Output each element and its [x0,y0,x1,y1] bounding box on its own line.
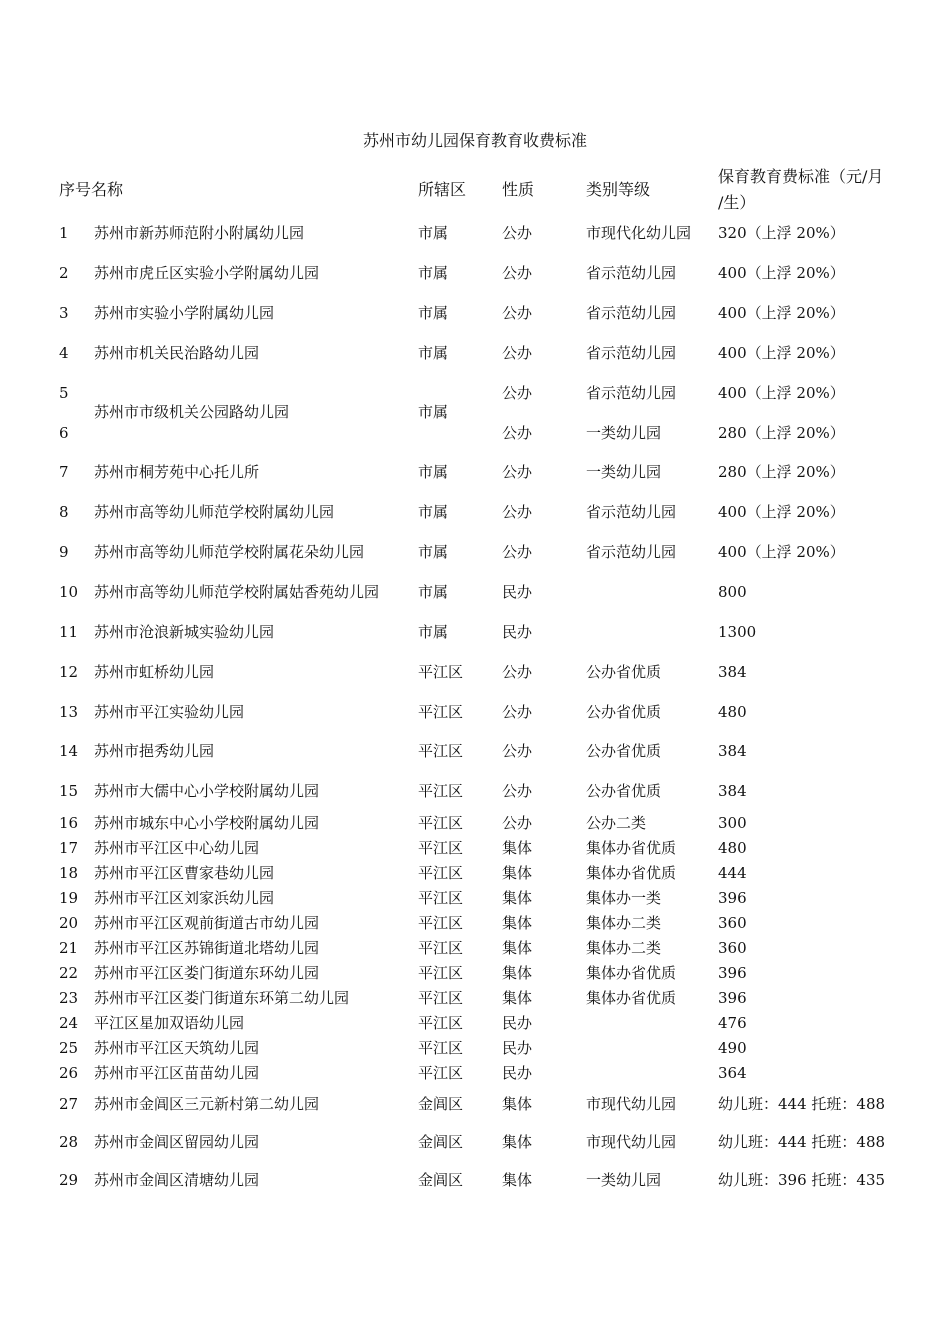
row-no: 8 [59,503,69,521]
row-fee: 364 [718,1064,747,1082]
row-fee: 320（上浮 20%） [718,224,845,242]
row-nature: 集体 [502,864,533,882]
row-nature: 公办 [502,304,533,322]
row-name: 苏州市虹桥幼儿园 [94,663,215,681]
row-nature: 公办 [502,742,533,760]
row-district: 金阊区 [418,1095,464,1113]
row-district: 市属 [418,224,449,242]
header-nature: 性质 [502,180,535,199]
row-category: 集体办省优质 [586,964,677,982]
row-no: 20 [59,914,79,932]
row-no: 23 [59,989,79,1007]
row-nature: 民办 [502,583,533,601]
row-category: 一类幼儿园 [586,424,662,442]
row-no: 2 [59,264,69,282]
row-no: 7 [59,463,69,481]
header-fee-line1: 保育教育费标准（元/月 [718,167,884,186]
row-no: 9 [59,543,69,561]
header-fee-line2: /生） [718,193,756,212]
row-district: 平江区 [418,914,464,932]
row-nature: 集体 [502,989,533,1007]
row-category: 省示范幼儿园 [586,344,677,362]
row-nature: 集体 [502,889,533,907]
row-name: 苏州市高等幼儿师范学校附属姑香苑幼儿园 [94,583,380,601]
row-name: 平江区星加双语幼儿园 [94,1014,245,1032]
row-no: 14 [59,742,79,760]
row-fee: 396 [718,889,747,907]
row-nature: 公办 [502,782,533,800]
row-fee: 396 [718,989,747,1007]
row-name: 苏州市平江区苗苗幼儿园 [94,1064,260,1082]
row-fee: 444 [718,864,747,882]
row-name: 苏州市平江区娄门街道东环幼儿园 [94,964,320,982]
row-fee: 280（上浮 20%） [718,424,845,442]
row-district: 平江区 [418,782,464,800]
row-no: 4 [59,344,69,362]
row-nature: 民办 [502,1064,533,1082]
row-no: 29 [59,1171,79,1189]
row-no: 12 [59,663,79,681]
row-name: 苏州市平江区娄门街道东环第二幼儿园 [94,989,350,1007]
row-category: 省示范幼儿园 [586,264,677,282]
row-district: 平江区 [418,864,464,882]
row-name: 苏州市高等幼儿师范学校附属幼儿园 [94,503,335,521]
row-fee: 384 [718,742,747,760]
row-nature: 集体 [502,939,533,957]
row-name: 苏州市沧浪新城实验幼儿园 [94,623,275,641]
row-name: 苏州市虎丘区实验小学附属幼儿园 [94,264,320,282]
row-nature: 公办 [502,463,533,481]
row-name: 苏州市平江区中心幼儿园 [94,839,260,857]
row-no: 21 [59,939,79,957]
row-name: 苏州市平江区苏锦街道北塔幼儿园 [94,939,320,957]
row-nature: 集体 [502,839,533,857]
row-nature: 公办 [502,703,533,721]
row-district: 市属 [418,583,449,601]
row-district: 平江区 [418,703,464,721]
row-district: 平江区 [418,889,464,907]
row-fee: 360 [718,914,747,932]
row-category: 集体办二类 [586,939,662,957]
row-nature: 公办 [502,424,533,442]
row-category: 集体办二类 [586,914,662,932]
row-fee: 400（上浮 20%） [718,543,845,561]
row-district: 平江区 [418,989,464,1007]
row-nature: 公办 [502,264,533,282]
row-fee: 400（上浮 20%） [718,264,845,282]
row-nature: 集体 [502,1171,533,1189]
row-fee: 300 [718,814,747,832]
row-no: 18 [59,864,79,882]
row-category: 集体办省优质 [586,989,677,1007]
row-name: 苏州市平江区刘家浜幼儿园 [94,889,275,907]
row-category: 公办省优质 [586,663,662,681]
row-nature: 民办 [502,1039,533,1057]
row-fee: 400（上浮 20%） [718,304,845,322]
row-no: 6 [59,424,69,442]
row-name: 苏州市实验小学附属幼儿园 [94,304,275,322]
row-fee: 800 [718,583,747,601]
row-no: 22 [59,964,79,982]
row-name: 苏州市平江区天筑幼儿园 [94,1039,260,1057]
row-fee: 480 [718,703,747,721]
row-fee: 476 [718,1014,747,1032]
row-nature: 公办 [502,384,533,402]
row-no: 25 [59,1039,79,1057]
row-district: 金阊区 [418,1133,464,1151]
row-nature: 民办 [502,623,533,641]
row-name: 苏州市桐芳苑中心托儿所 [94,463,260,481]
row-district: 平江区 [418,742,464,760]
row-category: 省示范幼儿园 [586,384,677,402]
row-no: 1 [59,224,69,242]
row-nature: 公办 [502,503,533,521]
row-no: 5 [59,384,69,402]
page-title: 苏州市幼儿园保育教育收费标准 [362,131,587,150]
row-category: 公办省优质 [586,742,662,760]
row-district: 市属 [418,543,449,561]
row-category: 公办二类 [586,814,647,832]
row-name: 苏州市城东中心小学校附属幼儿园 [94,814,320,832]
row-no: 19 [59,889,79,907]
row-fee: 400（上浮 20%） [718,344,845,362]
row-no: 13 [59,703,79,721]
row-fee: 384 [718,663,747,681]
row-fee: 1300 [718,623,757,641]
row-district: 平江区 [418,663,464,681]
row-fee: 396 [718,964,747,982]
row-name: 苏州市平江实验幼儿园 [94,703,245,721]
row-fee: 幼儿班：444 托班：488 [718,1095,886,1113]
row-category: 公办省优质 [586,782,662,800]
row-district: 平江区 [418,1014,464,1032]
row-no: 11 [59,623,79,641]
row-name: 苏州市平江区曹家巷幼儿园 [94,864,275,882]
row-district: 金阊区 [418,1171,464,1189]
row-category: 集体办省优质 [586,839,677,857]
row-category: 集体办省优质 [586,864,677,882]
row-category: 市现代幼儿园 [586,1095,677,1113]
row-nature: 公办 [502,543,533,561]
row-name: 苏州市金阊区清塘幼儿园 [94,1171,260,1189]
row-district: 平江区 [418,939,464,957]
row-name: 苏州市金阊区留园幼儿园 [94,1133,260,1151]
row-nature: 公办 [502,344,533,362]
row-district: 市属 [418,304,449,322]
merged-district-cell: 市属 [418,403,449,421]
row-no: 16 [59,814,79,832]
row-district: 平江区 [418,814,464,832]
row-category: 公办省优质 [586,703,662,721]
row-fee: 400（上浮 20%） [718,384,845,402]
row-name: 苏州市高等幼儿师范学校附属花朵幼儿园 [94,543,365,561]
row-nature: 公办 [502,663,533,681]
header-no-name: 序号名称 [59,180,124,199]
row-no: 17 [59,839,79,857]
row-name: 苏州市新苏师范附小附属幼儿园 [94,224,305,242]
row-fee: 490 [718,1039,747,1057]
row-fee: 360 [718,939,747,957]
row-no: 24 [59,1014,79,1032]
row-district: 市属 [418,344,449,362]
header-district: 所辖区 [418,180,467,199]
row-category: 省示范幼儿园 [586,543,677,561]
row-no: 10 [59,583,79,601]
row-district: 市属 [418,623,449,641]
row-fee: 幼儿班：444 托班：488 [718,1133,886,1151]
row-nature: 民办 [502,1014,533,1032]
row-district: 市属 [418,463,449,481]
row-fee: 400（上浮 20%） [718,503,845,521]
row-no: 26 [59,1064,79,1082]
row-category: 省示范幼儿园 [586,503,677,521]
row-nature: 公办 [502,814,533,832]
row-fee: 280（上浮 20%） [718,463,845,481]
row-no: 15 [59,782,79,800]
row-district: 平江区 [418,964,464,982]
row-category: 一类幼儿园 [586,1171,662,1189]
row-name: 苏州市平江区观前街道古市幼儿园 [94,914,320,932]
row-category: 集体办一类 [586,889,662,907]
row-district: 平江区 [418,839,464,857]
row-nature: 集体 [502,964,533,982]
row-district: 市属 [418,503,449,521]
row-district: 市属 [418,264,449,282]
row-category: 市现代幼儿园 [586,1133,677,1151]
row-name: 苏州市机关民治路幼儿园 [94,344,260,362]
row-category: 市现代化幼儿园 [586,224,692,242]
row-district: 平江区 [418,1039,464,1057]
row-nature: 集体 [502,1133,533,1151]
row-nature: 集体 [502,1095,533,1113]
merged-name-cell: 苏州市市级机关公园路幼儿园 [94,403,290,421]
row-fee: 幼儿班：396 托班：435 [718,1171,886,1189]
row-no: 28 [59,1133,79,1151]
row-name: 苏州市大儒中心小学校附属幼儿园 [94,782,320,800]
row-fee: 480 [718,839,747,857]
row-category: 一类幼儿园 [586,463,662,481]
row-name: 苏州市金阊区三元新村第二幼儿园 [94,1095,320,1113]
row-category: 省示范幼儿园 [586,304,677,322]
row-name: 苏州市挹秀幼儿园 [94,742,215,760]
row-fee: 384 [718,782,747,800]
row-no: 3 [59,304,69,322]
row-district: 平江区 [418,1064,464,1082]
row-no: 27 [59,1095,79,1113]
row-nature: 集体 [502,914,533,932]
row-nature: 公办 [502,224,533,242]
header-category: 类别等级 [586,180,651,199]
